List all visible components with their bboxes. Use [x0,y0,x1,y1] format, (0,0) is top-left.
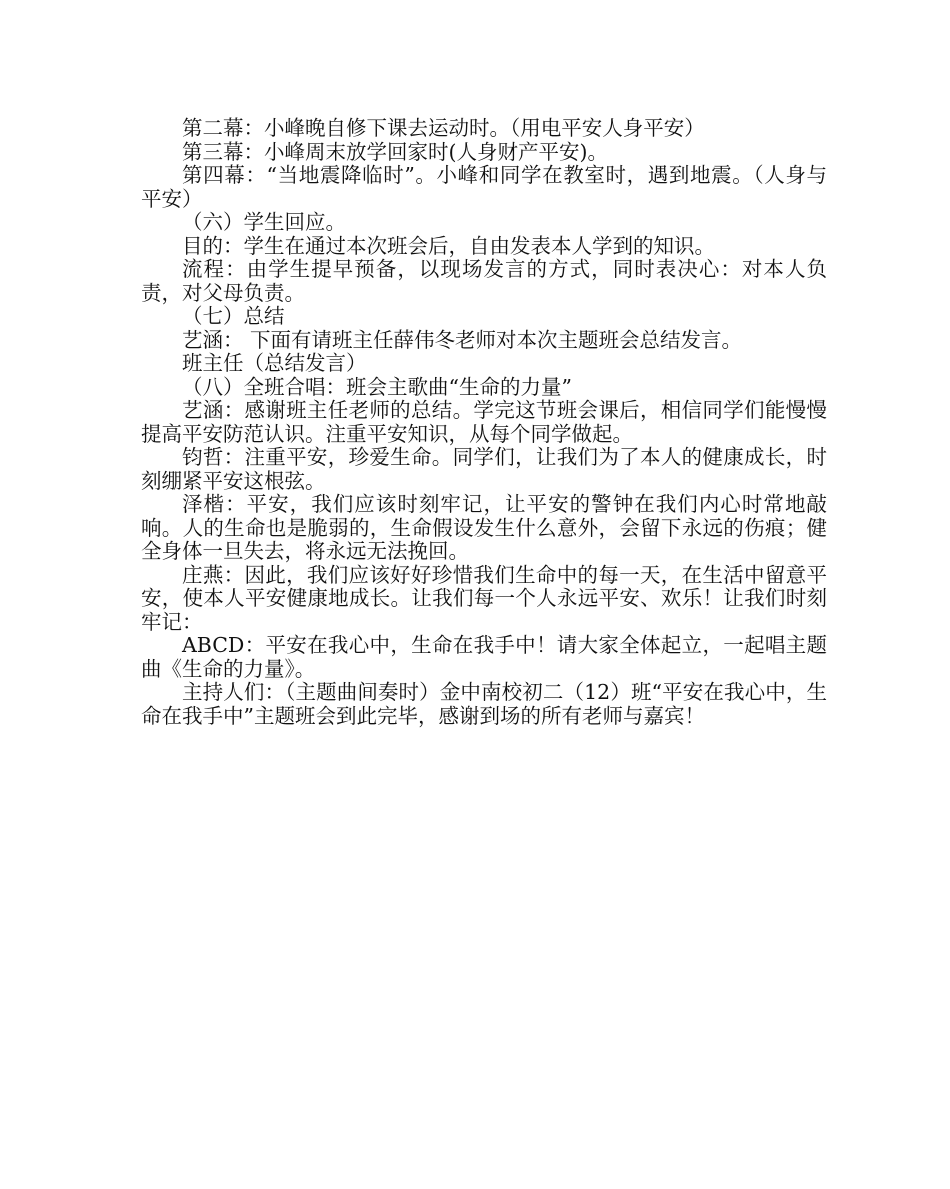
paragraph-zhuangyan: 庄燕：因此，我们应该好好珍惜我们生命中的每一天，在生活中留意平安，使本人平安健康地成长。让我们每一个人永远平安、欢乐！让我们时刻牢记： [141,562,827,634]
paragraph-hosts-closing: 主持人们：（主题曲间奏时）金中南校初二（12）班“平安在我心中，生命在我手中”主题班会到此完毕，感谢到场的所有老师与嘉宾！ [141,680,827,728]
paragraph-act-three: 第三幕：小峰周末放学回家时(人身财产平安)。 [182,139,608,164]
paragraph-zekai: 泽楷：平安，我们应该时刻牢记，让平安的警钟在我们内心时常地敲响。人的生命也是脆弱的，生命假设发生什么意外，会留下永远的伤痕；健全身体一旦失去，将永远无法挽回。 [141,492,827,563]
section-heading-seven: （七）总结 [182,304,285,328]
paragraph-abcd: ABCD：平安在我心中，生命在我手中！请大家全体起立，一起唱主题曲《生命的力量》。 [141,633,827,681]
paragraph-act-four: 第四幕：“当地震降临时”。小峰和同学在教室时，遇到地震。（人身与平安） [141,163,827,211]
paragraph-act-two: 第二幕：小峰晚自修下课去运动时。（用电平安人身平安） [182,116,705,140]
document-body [141,117,827,728]
section-heading-six: （六）学生回应。 [182,210,346,234]
paragraph-yihan-thanks: 艺涵：感谢班主任老师的总结。学完这节班会课后，相信同学们能慢慢提高平安防范认识。注重平安知识，从每个同学做起。 [141,398,827,446]
paragraph-junzhe: 钧哲：注重平安，珍爱生命。同学们，让我们为了本人的健康成长，时刻绷紧平安这根弦。 [141,445,827,493]
section-heading-eight: （八）全班合唱：班会主歌曲“生命的力量” [182,374,572,399]
paragraph-yihan-intro: 艺涵： 下面有请班主任薛伟冬老师对本次主题班会总结发言。 [182,327,743,352]
paragraph-teacher-summary: 班主任（总结发言） [182,351,367,375]
paragraph-process: 流程：由学生提早预备，以现场发言的方式，同时表决心：对本人负责，对父母负责。 [141,257,827,305]
paragraph-purpose: 目的：学生在通过本次班会后，自由发表本人学到的知识。 [182,233,715,258]
